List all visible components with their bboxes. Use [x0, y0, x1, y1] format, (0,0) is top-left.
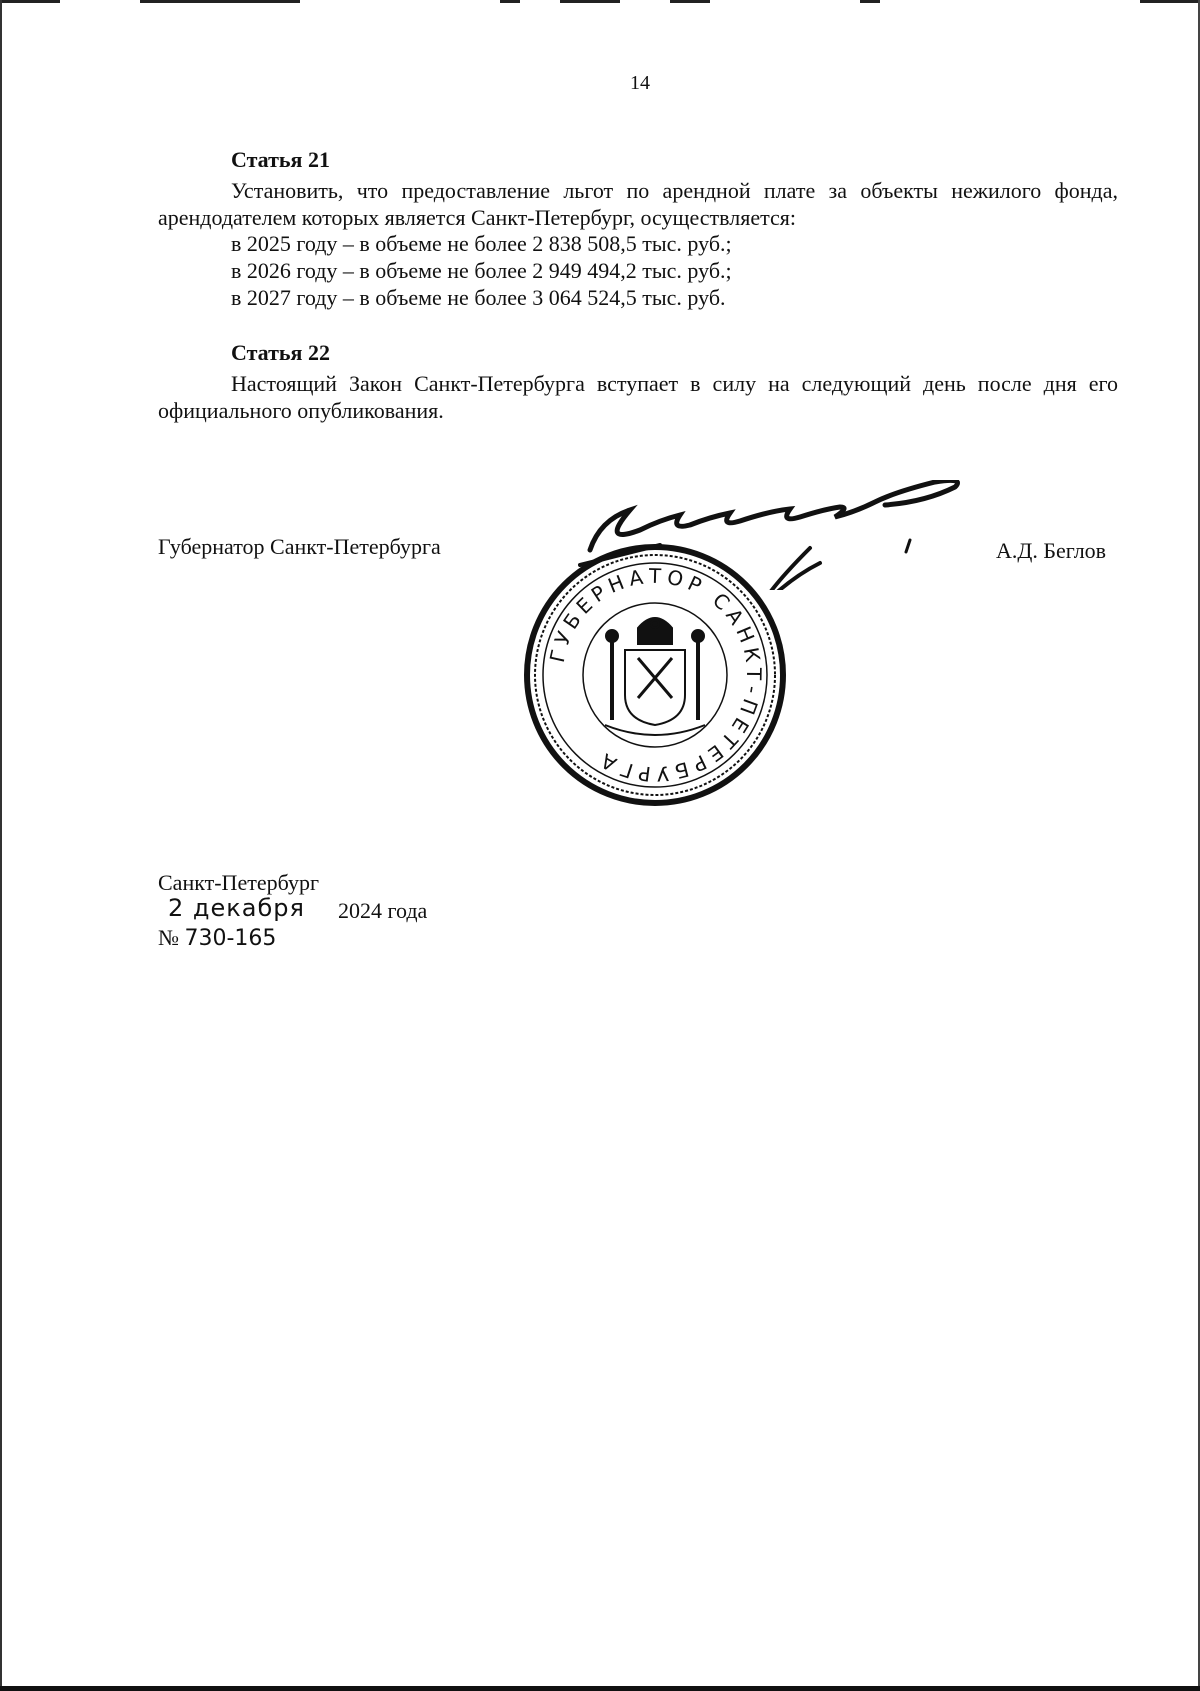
coat-of-arms-emblem: [605, 618, 705, 735]
article-21-heading: Статья 21: [231, 147, 330, 172]
article-22-heading: Статья 22: [231, 340, 330, 365]
scan-edge-top: [0, 0, 1200, 4]
svg-text:ГУБЕРНАТОР САНКТ-ПЕТЕРБУРГА: [545, 564, 766, 787]
document-number-value: 730-165: [184, 926, 277, 951]
article-22-paragraph: [158, 370, 1118, 424]
signing-date-day: 2 декабря: [168, 894, 305, 922]
document-number-prefix: №: [158, 925, 179, 950]
document-number: [158, 925, 276, 951]
scan-edge-bottom: [0, 1686, 1200, 1691]
handwritten-signature: [570, 480, 1000, 590]
scan-edge-left: [0, 0, 2, 1691]
page-number: 14: [630, 72, 650, 94]
article-21-item-2027: в 2027 году – в объеме не более 3 064 524,5 тыс. руб.: [231, 285, 726, 310]
place-of-signing: Санкт-Петербург: [158, 870, 319, 895]
article-21-item-2025: в 2025 году – в объеме не более 2 838 508,5 тыс. руб.;: [231, 231, 732, 256]
seal-outer-text: ГУБЕРНАТОР САНКТ-ПЕТЕРБУРГА: [544, 563, 767, 787]
article-22-text: Настоящий Закон Санкт-Петербурга вступает в силу на следующий день после дня его официального опубликования.: [158, 371, 1118, 423]
article-21-item-2026: в 2026 году – в объеме не более 2 949 494,2 тыс. руб.;: [231, 258, 732, 283]
article-21-paragraph: [158, 177, 1118, 231]
signing-date-year: 2024 года: [338, 898, 428, 923]
signatory-title: Губернатор Санкт-Петербурга: [158, 534, 441, 559]
article-21-text: Установить, что предоставление льгот по арендной плате за объекты нежилого фонда, арендодателем которых является Санкт-Петербург, осуществляется:: [158, 178, 1118, 230]
signatory-name: А.Д. Беглов: [996, 538, 1107, 563]
